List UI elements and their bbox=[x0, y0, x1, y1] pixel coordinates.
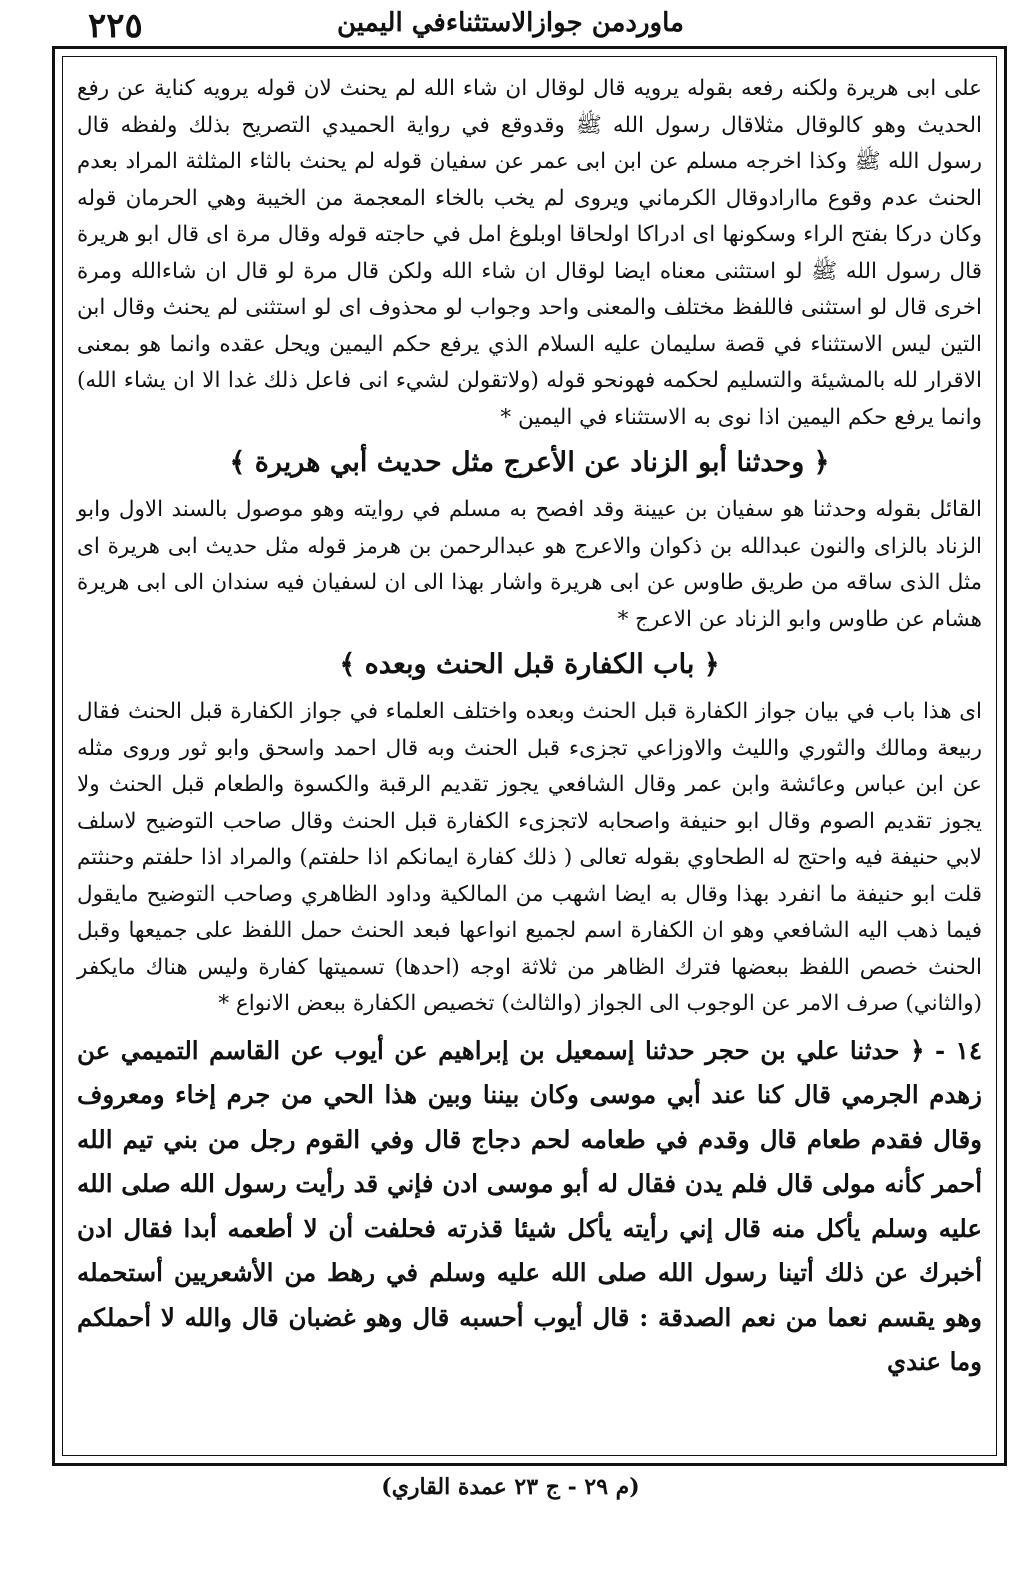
commentary-paragraph-1: على ابى هريرة ولكنه رفعه بقوله يرويه قال لوقال ان شاء الله لم يحنث لان قوله يرويه كناية عن رفع الحديث وهو كالوقال مثلاقال رسول الله ﷺ وقدوقع في رواية الحميدي التصريح بذلك ولفظه قال رسول الله ﷺ وكذا اخرجه مسلم عن ابن ابى عمر عن سفيان قوله لم يحنث بالثاء المثلثة المراد بعدم الحنث عدم وقوع ماارادوقال الكرماني ويروى لم يخب بالخاء المعجمة من الخيبة وهي الحرمان قوله وكان دركا بفتح الراء وسكونها اى ادراكا اولحاقا اوبلوغ امل في حاجته قوله وقال مرة اى قال ابو هريرة قال رسول الله ﷺ لو استثنى معناه ايضا لوقال ان شاء الله ولكن قال مرة لو قال ان شاءالله ومرة اخرى قال لو استثنى فاللفظ مختلف والمعنى واحد وجواب لو محذوف اى لو استثنى لم يحنث وقال ابن التين ليس الاستثناء في قصة سليمان عليه السلام الذي يرفع حكم اليمين ويحل عقده وانما هو بمعنى الاقرار لله بالمشيئة والتسليم لحكمه فهونحو قوله (ولاتقولن لشيء انى فاعل ذلك غدا الا ان يشاء الله) وانما يرفع حكم اليمين اذا نوى به الاستثناء في اليمين * bbox=[77, 76, 982, 430]
page-footer: (م ٢٩ - ج ٢٣ عمدة القاري) bbox=[381, 1474, 640, 1500]
page-number: ٢٢٥ bbox=[88, 6, 143, 46]
commentary-paragraph-2: القائل بقوله وحدثنا هو سفيان بن عيينة وقد افصح به مسلم في روايته وهو موصول بالسند الاول وابو الزناد بالزاى والنون عبدالله بن ذكوان والاعرج هو عبدالرحمن بن هرمز قوله مثل حديث ابى هريرة اى مثل الذى ساقه من طريق طاوس عن ابى هريرة واشار بهذا الى ان لسفيان فيه سندان الى ابى هريرة هشام عن طاوس وابو الزناد عن الاعرج * bbox=[77, 497, 982, 632]
hadith-text: ١٤ - ﴿ حدثنا علي بن حجر حدثنا إسمعيل بن إبراهيم عن أيوب عن القاسم التميمي عن زهدم الجرمي قال كنا عند أبي موسى وكان بيننا وبين هذا الحي من جرم إخاء ومعروف وقال فقدم طعام قال وقدم في طعامه لحم دجاج قال وفي القوم رجل من بني تيم الله أحمر كأنه مولى قال فلم يدن فقال له أبو موسى ادن فإني قد رأيت رسول الله صلى الله عليه وسلم يأكل منه قال إني رأيته يأكل شيئا قذرته فحلفت أن لا أطعمه أبدا فقال ادن أخبرك عن ذلك أتينا رسول الله صلى الله عليه وسلم في رهط من الأشعريين أستحمله وهو يقسم نعما من نعم الصدقة : قال أيوب أحسبه قال وهو غضبان قال والله لا أحملكم وما عندي bbox=[77, 1035, 982, 1376]
commentary-paragraph-3: اى هذا باب في بيان جواز الكفارة قبل الحنث وبعده واختلف العلماء في جواز الكفارة قبل الحنث فقال ربيعة ومالك والثوري والليث والاوزاعي تجزىء قبل الحنث وبه قال احمد واسحق وابو ثور وروى مثله عن ابن عباس وعائشة وابن عمر وقال الشافعي يجوز تقديم الرقبة والكسوة والطعام قبل الحنث ولا يجوز تقديم الصوم وقال ابو حنيفة واصحابه لاتجزىء الكفارة قبل الحنث وقال صاحب التوضيح لاسلف لابي حنيفة فيه واحتج له الطحاوي بقوله تعالى ( ذلك كفارة ايمانكم اذا حلفتم) والمراد اذا حلفتم وحنثتم قلت ابو حنيفة ما انفرد بهذا وقال به ايضا اشهب من المالكية وداود الظاهري وصاحب التوضيح مايقول فيما ذهب اليه الشافعي وهو ان الكفارة اسم لجميع انواعها فبعد الحنث حمل اللفظ على جميعها وقبل الحنث خصص اللفظ ببعضها فترك الظاهر من ثلاثة اوجه (احدها) تسميتها كفارة وليس هناك مايكفر (والثاني) صرف الامر عن الوجوب الى الجواز (والثالث) تخصيص الكفارة ببعض الانواع * bbox=[77, 699, 982, 1016]
page-frame-inner bbox=[62, 56, 997, 1456]
section-heading-1: ﴿ وحدثنا أبو الزناد عن الأعرج مثل حديث أبي هريرة ﴾ bbox=[229, 447, 830, 478]
chapter-heading-kaffara: ﴿ باب الكفارة قبل الحنث وبعده ﴾ bbox=[339, 649, 720, 680]
running-head: ماوردمن جوازالاستثناءفي اليمين bbox=[337, 8, 684, 38]
